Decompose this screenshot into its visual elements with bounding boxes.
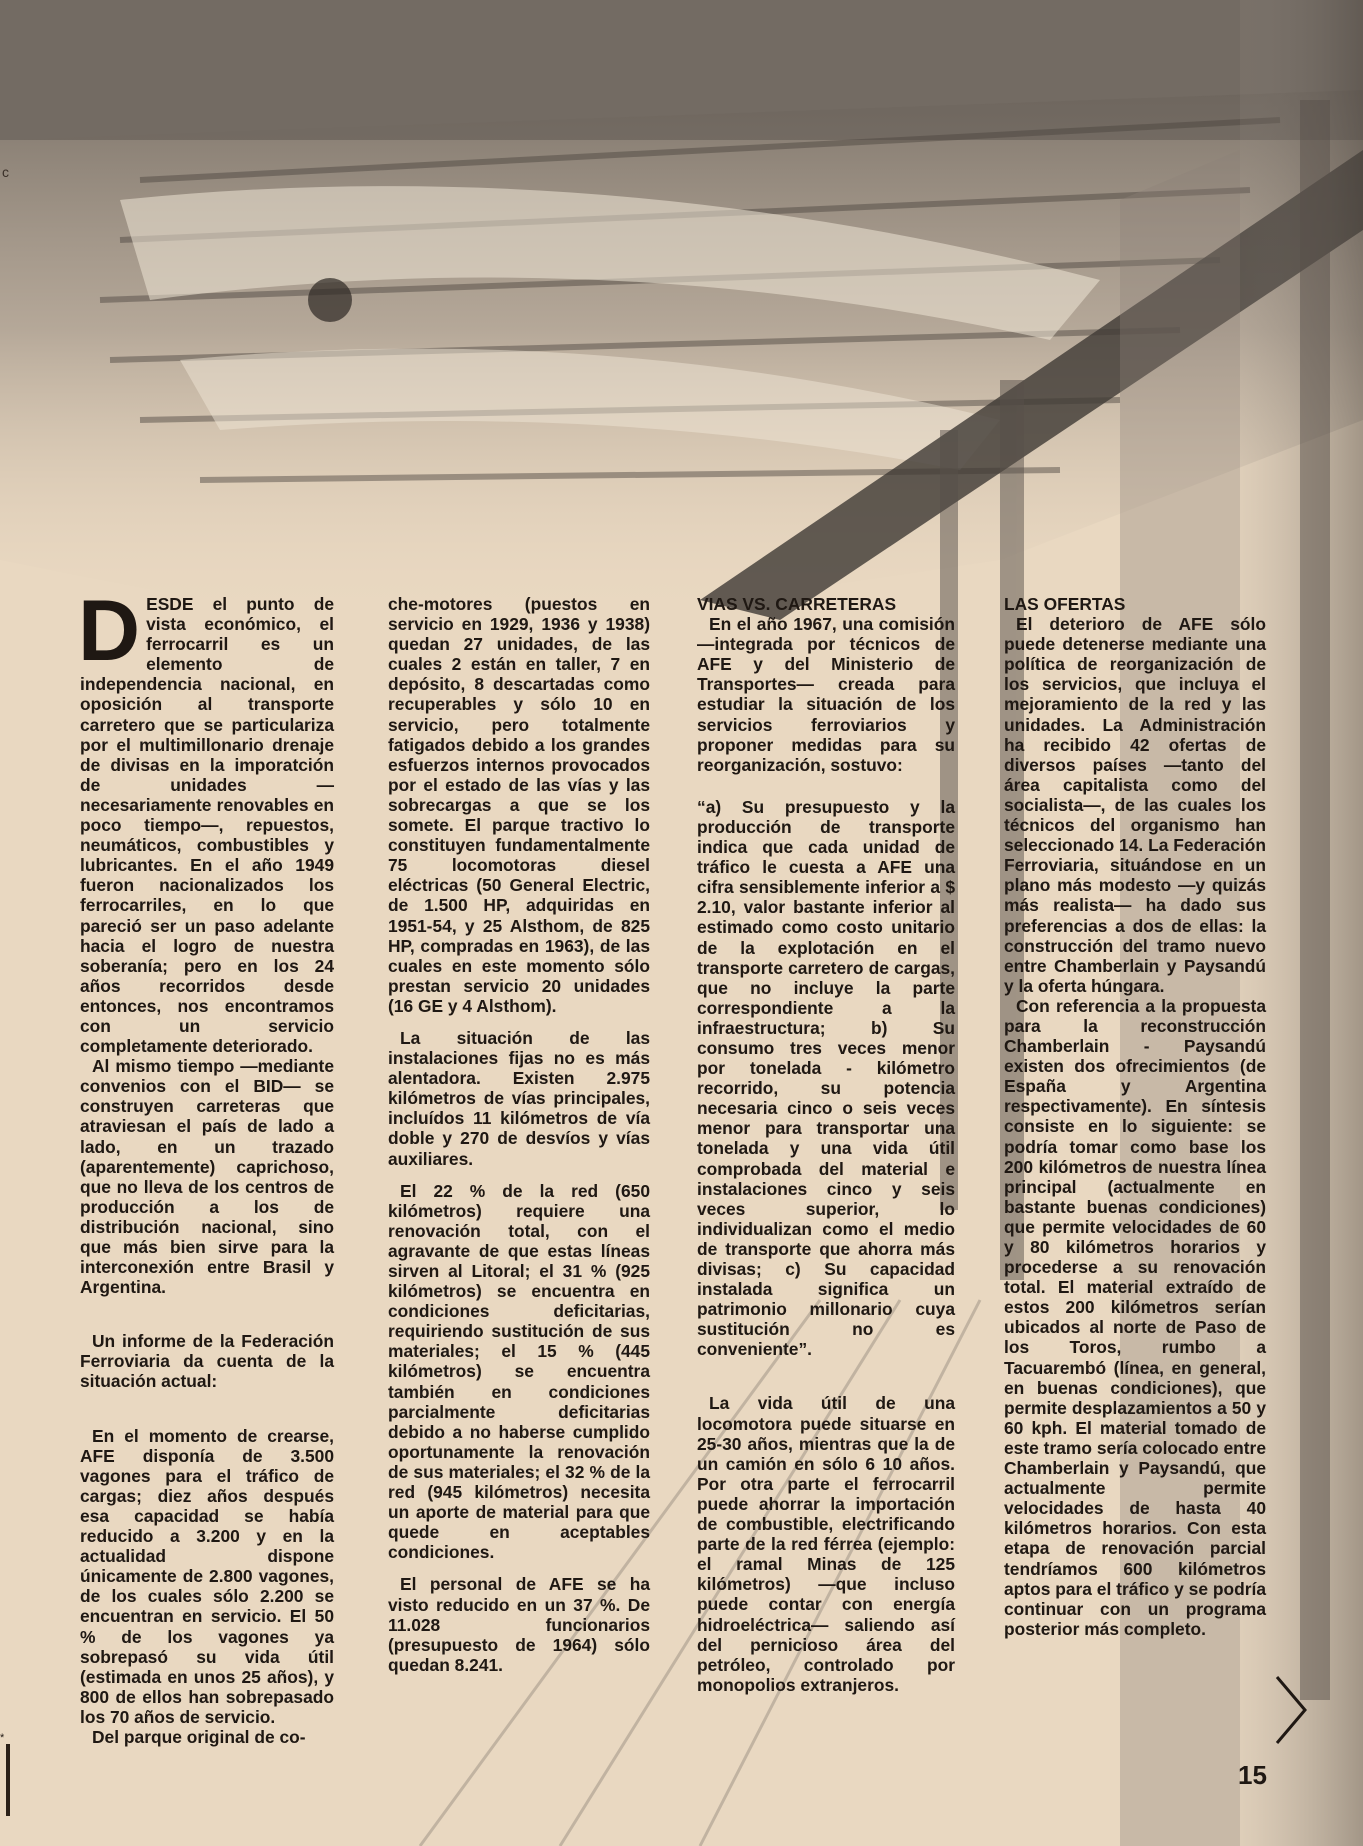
corner-mark: * xyxy=(0,1732,5,1744)
col2-paragraph-4: El personal de AFE se ha visto reducido en un 37 %. De 11.028 funcionarios (presupuesto de 1964) sólo quedan 8.241. xyxy=(388,1574,650,1675)
margin-bar xyxy=(6,1744,10,1816)
col1-paragraph-3: Un informe de la Federación Ferroviaria da cuenta de la situación actual: xyxy=(80,1331,334,1392)
col2-paragraph-3: El 22 % de la red (650 kilómetros) requiere una renovación total, con el agravante de que estas líneas sirven al Litoral; el 31 % (925 kilómetros) se encuentra en condiciones deficitarias, requiriendo sustitución de sus materiales; el 15 % (445 kilómetros) se encuentra también en condiciones parcialmente deficitarias debido a no haberse cumplido oportunamente la renovación de sus materiales; el 32 % de la red (945 kilómetros) necesita un aporte de material para que quede en aceptables condiciones. xyxy=(388,1180,650,1563)
drop-cap: D xyxy=(78,583,141,679)
section-heading-vias: VIAS VS. CARRETERAS xyxy=(697,594,897,614)
triangle-right-outline-icon xyxy=(1274,1674,1308,1746)
col1-paragraph-1: DESDE el punto de vista económico, el ferrocarril es un elemento de independencia nacional, en oposición al transporte carretero que se particulariza por el multimillonario drenaje de divisas en la imporatción de unidades —necesariamente renovables en poco tiempo—, repuestos, neumáticos, combustibles y lubricantes. En el año 1949 fueron nacionalizados los ferrocarriles, en lo que pareció ser un paso adelante hacia el logro de nuestra soberanía; pero en los 24 años recorridos desde entonces, nos encontramos con un servicio completamente deteriorado. xyxy=(78,583,334,1057)
column-2 xyxy=(388,594,650,1675)
margin-mark: c xyxy=(2,164,9,180)
column-4 xyxy=(1004,594,1266,1639)
col4-paragraph-1: El deterioro de AFE sólo puede detenerse mediante una política de reorganización de los servicios, que incluya el mejoramiento de la red y las unidades. La Administración ha recibido 42 ofertas de diversos países —tanto del área capitalista como del socialista—, de las cuales los técnicos del organismo han seleccionado 14. La Federación Ferroviaria, situándose en un plano más modesto —y quizás más realista— ha dado sus preferencias a dos de ellas: la construcción del tramo nuevo entre Chamberlain y Paysandú y la oferta húngara. xyxy=(1004,614,1266,996)
col2-paragraph-1: che-motores (puestos en servicio en 1929, 1936 y 1938) quedan 27 unidades, de las cuales 2 están en taller, 7 en depósito, 8 descartadas como recuperables y sólo 10 en servicio, pero totalmente fatigados debido a los grandes esfuerzos internos provocados por el estado de las vías y las sobrecargas a que se los somete. El parque tractivo lo constituyen fundamentalmente 75 locomotoras diesel eléctricas (50 General Electric, de 1.500 HP, adquiridas en 1951-54, y 25 Alsthom, de 825 HP, compradas en 1963), de las cuales en este momento sólo prestan servicio 20 unidades (16 GE y 4 Alsthom). xyxy=(388,594,650,1016)
col3-paragraph-3: La vida útil de una locomotora puede situarse en 25-30 años, mientras que la de un camión en sólo 6 10 años. Por otra parte el ferrocarril puede ahorrar la importación de combustible, electrificando parte de la red férrea (ejemplo: el ramal Minas de 125 kilómetros) —que incluso puede contar con energía hidroeléctrica— saliendo así del pernicioso área del petróleo, controlado por monopolios extranjeros. xyxy=(697,1393,955,1695)
column-3 xyxy=(697,594,955,1695)
col1-paragraph-2: Al mismo tiempo —mediante convenios con el BID— se construyen carreteras que atraviesan el país de lado a lado, en un trazado (aparentemente) caprichoso, que no lleva de los centros de producción a los de distribución nacional, sino que más bien sirve para la interconexión entre Brasil y Argentina. xyxy=(80,1056,334,1298)
col3-quote: “a) Su presupuesto y la producción de transporte indica que cada unidad de tráfico le cuesta a AFE una cifra sensiblemente inferior a $ 2.10, valor bastante inferior al estimado como costo unitario de la explotación en el transporte carretero de cargas, que no incluye la parte correspondiente a la infraestructura; b) Su consumo tres veces menor por tonelada - kilómetro recorrido, su potencia necesaria cinco o seis veces menor para transportar una tonelada y una vida útil comprobada del material e instalaciones cinco y seis veces superior, lo individualizan como el medio de transporte que ahorra más divisas; c) Su capacidad instalada significa un patrimonio millonario cuya sustitución no es conveniente”. xyxy=(697,796,955,1360)
col2-paragraph-2: La situación de las instalaciones fijas no es más alentadora. Existen 2.975 kilómetros de vías principales, incluídos 11 kilómetros de vía doble y 270 de desvíos y vías auxiliares. xyxy=(388,1027,650,1169)
section-heading-ofertas: LAS OFERTAS xyxy=(1004,594,1126,614)
col1-paragraph-5: Del parque original de co- xyxy=(92,1726,306,1747)
column-1 xyxy=(78,583,334,1747)
col1-paragraph-4: En el momento de crearse, AFE disponía de 3.500 vagones para el tráfico de cargas; diez años después esa capacidad se había reducido a 3.200 y en la actualidad dispone únicamente de 2.800 vagones, de los cuales sólo 2.200 se encuentran en servicio. El 50 % de los vagones ya sobrepasó su vida útil (estimada en unos 25 años), y 800 de ellos han sobrepasado los 70 años de servicio. xyxy=(80,1425,334,1727)
col3-paragraph-1: En el año 1967, una comisión —integrada por técnicos de AFE y del Ministerio de Transportes— creada para estudiar la situación de los servicios ferroviarios y proponer medidas para su reorganización, sostuvo: xyxy=(697,614,955,775)
page-number: 15 xyxy=(1238,1760,1267,1790)
col4-paragraph-2: Con referencia a la propuesta para la reconstrucción Chamberlain - Paysandú existen dos ofrecimientos (de España y Argentina respectivamente). En síntesis consiste en lo siguiente: se podría tomar como base los 200 kilómetros de nuestra línea principal (actualmente en bastante buenas condiciones) que permite velocidades de 60 y 80 kilómetros horarios y procederse a su renovación total. El material extraído de estos 200 kilómetros serían ubicados al norte de Paso de los Toros, rumbo a Tacuarembó (línea, en general, en buenas condiciones), que permite desplazamientos a 50 y 60 kph. El material tomado de este tramo sería colocado entre Chamberlain y Paysandú, que actualmente permite velocidades de hasta 40 kilómetros horarios. Con esta etapa de renovación parcial tendríamos 600 kilómetros aptos para el tráfico y se podría continuar con un programa posterior más completo. xyxy=(1004,995,1266,1639)
